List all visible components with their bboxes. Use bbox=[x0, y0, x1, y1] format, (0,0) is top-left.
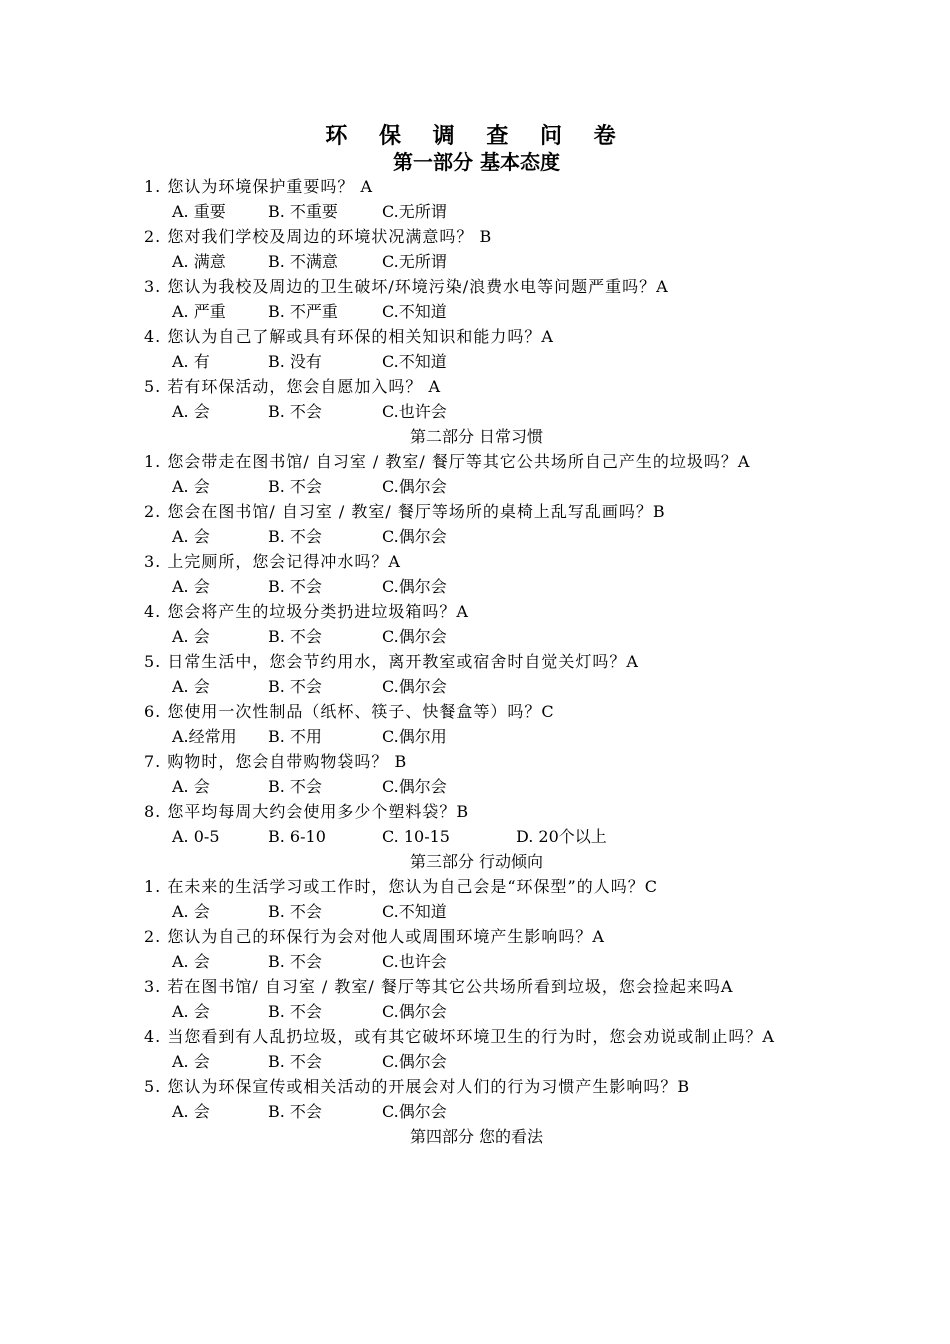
answer-option: A. 会 bbox=[172, 777, 210, 796]
answer-options bbox=[144, 299, 809, 324]
answer-option: A. 重要 bbox=[172, 202, 226, 221]
answer-options bbox=[144, 624, 809, 649]
answer-options bbox=[144, 674, 809, 699]
question-text: 7. 购物时，您会自带购物袋吗？ B bbox=[144, 752, 408, 771]
answer-option: C.偶尔会 bbox=[382, 1052, 447, 1071]
answer-options bbox=[144, 774, 809, 799]
answer-option: A. 会 bbox=[172, 952, 210, 971]
answer-option: C.无所谓 bbox=[382, 252, 447, 271]
question-text: 2. 您认为自己的环保行为会对他人或周围环境产生影响吗？A bbox=[144, 927, 605, 946]
question-text: 2. 您对我们学校及周边的环境状况满意吗？ B bbox=[144, 227, 493, 246]
question-text: 3. 若在图书馆/ 自习室 / 教室/ 餐厅等其它公共场所看到垃圾，您会捡起来吗A bbox=[144, 977, 734, 996]
answer-option: C.偶尔会 bbox=[382, 577, 447, 596]
question-text: 5. 日常生活中，您会节约用水，离开教室或宿舍时自觉关灯吗？A bbox=[144, 652, 639, 671]
answer-option: B. 不会 bbox=[268, 577, 322, 596]
answer-option: C.不知道 bbox=[382, 352, 447, 371]
section-heading: 第三部分 行动倾向 bbox=[409, 852, 544, 871]
answer-option: A. 会 bbox=[172, 477, 210, 496]
section-heading: 第一部分 基本态度 bbox=[393, 150, 560, 174]
question-text: 8. 您平均每周大约会使用多少个塑料袋？B bbox=[144, 802, 470, 821]
question-text: 3. 您认为我校及周边的卫生破坏/环境污染/浪费水电等问题严重吗？A bbox=[144, 277, 669, 296]
answer-option: B. 不会 bbox=[268, 527, 322, 546]
answer-option: A. 会 bbox=[172, 1102, 210, 1121]
answer-option: C.偶尔会 bbox=[382, 777, 447, 796]
answer-option: B. 不满意 bbox=[268, 252, 338, 271]
answer-option: C.不知道 bbox=[382, 302, 447, 321]
answer-option: B. 6-10 bbox=[268, 827, 326, 846]
answer-option: A. 会 bbox=[172, 627, 210, 646]
answer-option: A. 会 bbox=[172, 527, 210, 546]
answer-options bbox=[144, 399, 809, 424]
question-text: 1. 在未来的生活学习或工作时，您认为自己会是“环保型”的人吗？C bbox=[144, 877, 658, 896]
answer-option: B. 不严重 bbox=[268, 302, 338, 321]
answer-option: B. 不会 bbox=[268, 477, 322, 496]
answer-options bbox=[144, 949, 809, 974]
answer-options bbox=[144, 724, 809, 749]
answer-option: C.偶尔会 bbox=[382, 627, 447, 646]
question-text: 6. 您使用一次性制品（纸杯、筷子、快餐盒等）吗？C bbox=[144, 702, 555, 721]
answer-option: B. 不会 bbox=[268, 1052, 322, 1071]
answer-option: C.偶尔会 bbox=[382, 1002, 447, 1021]
answer-option: C. 10-15 bbox=[382, 827, 450, 846]
answer-options bbox=[144, 899, 809, 924]
answer-option: A. 严重 bbox=[172, 302, 226, 321]
answer-options bbox=[144, 349, 809, 374]
answer-options bbox=[144, 824, 809, 849]
answer-option: A. 满意 bbox=[172, 252, 226, 271]
answer-option: A.经常用 bbox=[172, 727, 237, 746]
answer-option: A. 会 bbox=[172, 402, 210, 421]
answer-option: C.偶尔会 bbox=[382, 527, 447, 546]
answer-option: B. 不重要 bbox=[268, 202, 338, 221]
answer-options bbox=[144, 574, 809, 599]
section-heading: 第四部分 您的看法 bbox=[409, 1127, 544, 1146]
answer-options bbox=[144, 249, 809, 274]
answer-option: C.也许会 bbox=[382, 952, 447, 971]
answer-option: C.也许会 bbox=[382, 402, 447, 421]
answer-option: D. 20个以上 bbox=[516, 827, 607, 846]
answer-options bbox=[144, 524, 809, 549]
answer-option: A. 有 bbox=[172, 352, 210, 371]
answer-option: B. 不会 bbox=[268, 627, 322, 646]
question-text: 4. 您会将产生的垃圾分类扔进垃圾箱吗？A bbox=[144, 602, 469, 621]
answer-options bbox=[144, 474, 809, 499]
answer-option: B. 不会 bbox=[268, 402, 322, 421]
answer-option: C.偶尔会 bbox=[382, 677, 447, 696]
answer-option: C.偶尔用 bbox=[382, 727, 447, 746]
page-title: 环 保 调 查 问 卷 bbox=[325, 123, 628, 149]
question-text: 3. 上完厕所，您会记得冲水吗？A bbox=[144, 552, 401, 571]
answer-option: C.不知道 bbox=[382, 902, 447, 921]
answer-option: B. 不会 bbox=[268, 952, 322, 971]
answer-option: C.无所谓 bbox=[382, 202, 447, 221]
answer-option: A. 0-5 bbox=[172, 827, 220, 846]
answer-option: C.偶尔会 bbox=[382, 1102, 447, 1121]
answer-option: B. 不会 bbox=[268, 1102, 322, 1121]
answer-option: A. 会 bbox=[172, 902, 210, 921]
questionnaire-page bbox=[144, 122, 809, 1149]
answer-options bbox=[144, 1049, 809, 1074]
question-text: 4. 当您看到有人乱扔垃圾，或有其它破坏环境卫生的行为时，您会劝说或制止吗？A bbox=[144, 1027, 775, 1046]
section-heading: 第二部分 日常习惯 bbox=[409, 427, 544, 446]
question-text: 4. 您认为自己了解或具有环保的相关知识和能力吗？A bbox=[144, 327, 554, 346]
answer-option: A. 会 bbox=[172, 1002, 210, 1021]
question-text: 1. 您会带走在图书馆/ 自习室 / 教室/ 餐厅等其它公共场所自己产生的垃圾吗？A bbox=[144, 452, 751, 471]
answer-option: A. 会 bbox=[172, 677, 210, 696]
questionnaire-body bbox=[144, 150, 809, 1149]
question-text: 2. 您会在图书馆/ 自习室 / 教室/ 餐厅等场所的桌椅上乱写乱画吗？B bbox=[144, 502, 666, 521]
answer-option: B. 不会 bbox=[268, 902, 322, 921]
answer-option: A. 会 bbox=[172, 1052, 210, 1071]
answer-option: B. 不会 bbox=[268, 777, 322, 796]
answer-option: B. 没有 bbox=[268, 352, 322, 371]
answer-options bbox=[144, 199, 809, 224]
question-text: 5. 若有环保活动，您会自愿加入吗？ A bbox=[144, 377, 441, 396]
question-text: 5. 您认为环保宣传或相关活动的开展会对人们的行为习惯产生影响吗？B bbox=[144, 1077, 691, 1096]
answer-options bbox=[144, 1099, 809, 1124]
question-text: 1. 您认为环境保护重要吗？ A bbox=[144, 177, 373, 196]
answer-option: B. 不会 bbox=[268, 677, 322, 696]
answer-options bbox=[144, 999, 809, 1024]
answer-option: A. 会 bbox=[172, 577, 210, 596]
answer-option: C.偶尔会 bbox=[382, 477, 447, 496]
answer-option: B. 不会 bbox=[268, 1002, 322, 1021]
answer-option: B. 不用 bbox=[268, 727, 322, 746]
